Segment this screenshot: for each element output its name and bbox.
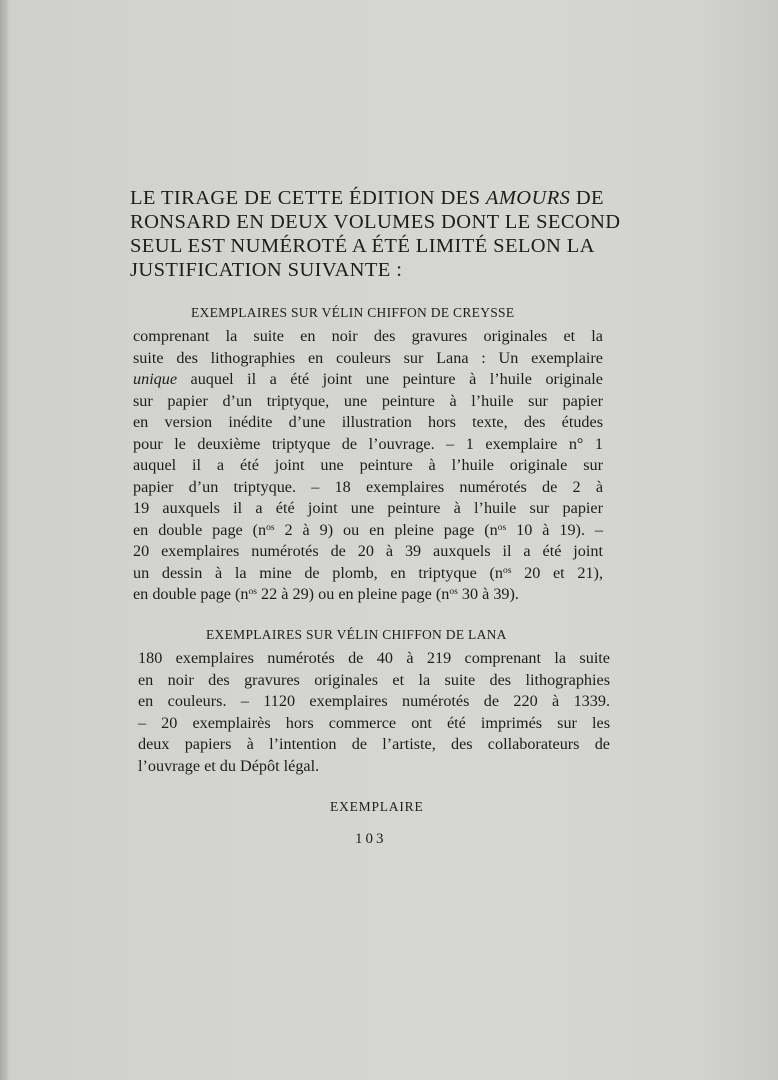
heading-title-italic: AMOURS xyxy=(485,187,571,209)
body-line: 19 auxquels il a été joint une peinture à l’huile sur papier xyxy=(133,499,603,517)
page-edge xyxy=(0,0,8,1080)
body-line: en couleurs. – 1120 exemplaires numérotés de 220 à 1339. xyxy=(138,692,610,710)
body-line: l’ouvrage et du Dépôt légal. xyxy=(138,756,320,775)
body-line: en noir des gravures originales et la suite des lithographies xyxy=(138,670,610,689)
heading-line-3: SEUL EST NUMÉROTÉ A ÉTÉ LIMITÉ SELON LA xyxy=(130,235,595,257)
copy-number: 103 xyxy=(355,831,387,847)
body-line: auquel il a été joint une peinture à l’huile originale sur xyxy=(133,456,603,474)
exemplaire-label: EXEMPLAIRE xyxy=(330,799,424,814)
body-line: deux papiers à l’intention de l’artiste, des collaborateurs de xyxy=(138,735,610,753)
justification-heading xyxy=(130,186,621,282)
section-title-lana: EXEMPLAIRES SUR VÉLIN CHIFFON DE LANA xyxy=(206,627,507,642)
section-body-creysse xyxy=(133,326,603,606)
body-line: comprenant la suite en noir des gravures originales et la xyxy=(133,327,603,345)
body-line: unique auquel il a été joint une peinture à l’huile originale xyxy=(133,370,603,388)
body-line: 180 exemplaires numérotés de 40 à 219 comprenant la suite xyxy=(138,649,610,667)
body-line: 20 exemplaires numérotés de 20 à 39 auxquels il a été joint xyxy=(133,542,603,560)
body-line: papier d’un triptyque. – 18 exemplaires numérotés de 2 à xyxy=(133,477,603,496)
body-line: en version inédite d’une illustration hors texte, des études xyxy=(133,413,603,431)
body-line: sur papier d’un triptyque, une peinture à l’huile sur papier xyxy=(133,391,603,410)
body-line: en double page ($n^{os}$ 2 à 9) ou en pleine page ($n^{os}$ 10 à 19). – xyxy=(133,520,604,539)
body-line: suite des lithographies en couleurs sur Lana : Un exemplaire xyxy=(133,348,603,367)
unique-italic: unique xyxy=(133,370,178,388)
section-title-creysse: EXEMPLAIRES SUR VÉLIN CHIFFON DE CREYSSE xyxy=(191,305,515,320)
body-line: pour le deuxième triptyque de l’ouvrage. – 1 exemplaire n° 1 xyxy=(133,434,603,453)
heading-line-4: JUSTIFICATION SUIVANTE : xyxy=(130,259,403,281)
body-line: en double page ($n^{os}$ 22 à 29) ou en pleine page ($n^{os}$ 30 à 39). xyxy=(133,585,519,603)
heading-line-2: RONSARD EN DEUX VOLUMES DONT LE SECOND xyxy=(130,211,621,233)
heading-line-1: LE TIRAGE DE CETTE ÉDITION DES AMOURS DE xyxy=(130,187,604,209)
body-line: – 20 exemplairès hors commerce ont été imprimés sur les xyxy=(138,713,610,732)
body-line: un dessin à la mine de plomb, en triptyque ($n^{os}$ 20 et 21), xyxy=(133,563,603,582)
section-body-lana xyxy=(138,648,610,777)
